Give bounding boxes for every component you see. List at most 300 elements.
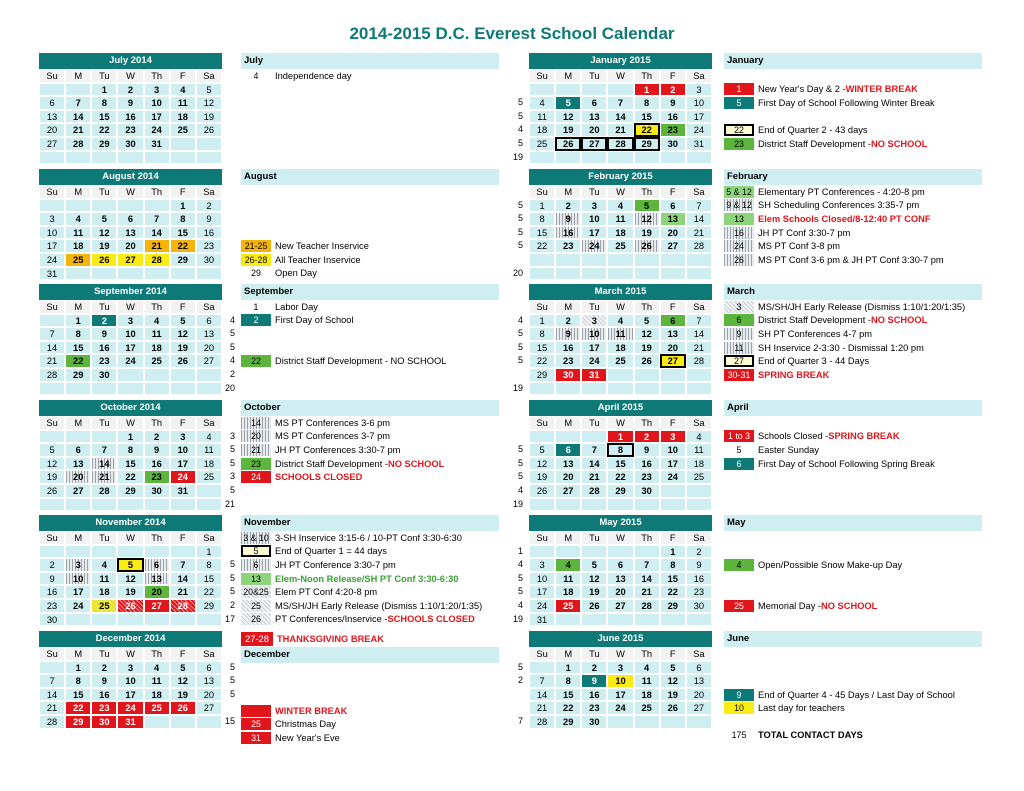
day-cell [65, 498, 91, 512]
day-cell: 21 [39, 354, 65, 368]
day-cell [607, 613, 633, 627]
day-cell: 12 [117, 572, 143, 586]
day-cell: 27 [607, 599, 633, 613]
day-cell: 19 [91, 239, 117, 253]
day-cell: 25 [555, 599, 581, 613]
day-cell [170, 368, 196, 382]
note-line [241, 599, 499, 613]
weekday-header: Tu [581, 647, 607, 661]
day-cell: 24 [607, 701, 633, 715]
day-cell: 14 [686, 212, 712, 226]
notes-title: April [724, 400, 982, 416]
week-school-days: 5 [517, 586, 523, 597]
note-text: NO SCHOOL [870, 315, 928, 326]
day-cell: 26 [117, 599, 143, 613]
day-cell [686, 151, 712, 165]
day-cell [634, 253, 660, 267]
day-cell: 17 [117, 341, 143, 355]
note-line [724, 416, 982, 430]
note-line [241, 558, 499, 572]
weekday-header: W [117, 647, 143, 661]
date-tag: 14 [241, 417, 271, 429]
day-cell: 1 [117, 430, 143, 444]
day-cell: 8 [555, 674, 581, 688]
day-cell: 22 [91, 123, 117, 137]
weekday-header: Sa [686, 185, 712, 199]
day-cell: 7 [607, 96, 633, 110]
notes-title: January [724, 53, 982, 69]
day-cell: 13 [39, 110, 65, 124]
weekday-header: Th [634, 416, 660, 430]
weekday-header: M [555, 647, 581, 661]
week-school-days: 5 [229, 485, 235, 495]
weekday-header: F [170, 185, 196, 199]
month-dec [38, 631, 222, 729]
day-cell: 8 [529, 327, 555, 341]
date-tag [724, 417, 754, 429]
day-cell: 9 [196, 212, 222, 226]
day-cell: 4 [144, 661, 170, 675]
day-cell: 2 [117, 83, 143, 97]
note-text: Independence day [275, 70, 352, 81]
note-line [241, 717, 499, 731]
notes-n-may [724, 515, 982, 613]
day-cell: 3 [39, 212, 65, 226]
day-cell: 21 [686, 226, 712, 240]
day-cell: 18 [144, 341, 170, 355]
week-school-days: 3 [229, 430, 235, 441]
date-tag [724, 573, 754, 585]
month-title: July 2014 [39, 53, 222, 69]
note-text: All Teacher Inservice [275, 254, 361, 265]
day-cell [634, 498, 660, 512]
day-cell [91, 613, 117, 627]
day-cell: 26 [555, 137, 581, 151]
day-cell: 3 [117, 661, 143, 675]
day-cell: 22 [529, 354, 555, 368]
day-cell: 2 [39, 558, 65, 572]
day-cell: 28 [686, 354, 712, 368]
weekday-header: M [555, 531, 581, 545]
note-text: Elem-Noon Release/SH PT Conf 3:30-6:30 [275, 573, 459, 584]
date-tag: 6 [241, 559, 271, 571]
day-cell: 23 [686, 585, 712, 599]
month-grid [529, 185, 712, 280]
day-cell: 21 [91, 470, 117, 484]
day-cell: 21 [529, 701, 555, 715]
day-cell: 15 [91, 110, 117, 124]
weekday-header: F [660, 531, 686, 545]
day-cell [634, 151, 660, 165]
weekday-header: M [65, 416, 91, 430]
date-tag: 20 [241, 430, 271, 442]
week-school-days: 19 [513, 613, 524, 624]
day-cell: 6 [196, 661, 222, 675]
day-cell: 7 [170, 558, 196, 572]
day-cell: 15 [65, 688, 91, 702]
week-school-days: 5 [517, 471, 523, 482]
day-cell [196, 484, 222, 498]
day-cell: 22 [660, 585, 686, 599]
week-school-days: 15 [225, 716, 236, 726]
week-school-days: 3 [229, 471, 235, 482]
day-cell: 19 [555, 123, 581, 137]
date-tag: 26 [724, 254, 754, 266]
day-cell: 29 [607, 484, 633, 498]
day-cell: 19 [39, 470, 65, 484]
day-cell: 17 [660, 457, 686, 471]
month-title: April 2015 [529, 400, 712, 416]
day-cell: 9 [91, 327, 117, 341]
day-cell: 27 [660, 239, 686, 253]
day-cell: 26 [170, 354, 196, 368]
day-cell: 5 [39, 443, 65, 457]
day-cell: 6 [607, 558, 633, 572]
month-grid [529, 647, 712, 729]
day-cell: 29 [196, 599, 222, 613]
day-cell: 20 [660, 226, 686, 240]
month-aug [38, 169, 222, 280]
week-school-days: 17 [225, 613, 236, 624]
day-cell: 12 [634, 327, 660, 341]
day-cell: 11 [144, 674, 170, 688]
day-cell [634, 613, 660, 627]
day-cell: 24 [144, 123, 170, 137]
day-cell: 5 [581, 558, 607, 572]
day-cell: 14 [686, 327, 712, 341]
weekday-header: Sa [196, 647, 222, 661]
day-cell: 30 [686, 599, 712, 613]
note-line [724, 327, 982, 341]
note-line [724, 661, 982, 675]
day-cell [529, 267, 555, 281]
month-title: January 2015 [529, 53, 712, 69]
note-text: SH PT Conferences 4-7 pm [758, 328, 873, 339]
note-line [724, 300, 982, 314]
weekday-header: Tu [581, 300, 607, 314]
day-cell [581, 83, 607, 97]
date-tag [241, 664, 271, 676]
weekday-header: Tu [91, 531, 117, 545]
weekday-header: Su [529, 185, 555, 199]
day-cell: 15 [117, 457, 143, 471]
note-text: JH PT Conference 3:30-7 pm [275, 559, 396, 570]
note-line [241, 253, 499, 267]
month-title: September 2014 [39, 284, 222, 300]
notes-title: February [724, 169, 982, 185]
weekday-header: M [555, 69, 581, 83]
note-text: JH PT Conf 3:30-7 pm [758, 227, 851, 238]
day-cell: 21 [634, 585, 660, 599]
date-tag: 2 [241, 314, 271, 326]
day-cell: 23 [196, 239, 222, 253]
weekday-header: Sa [686, 531, 712, 545]
day-cell: 4 [555, 558, 581, 572]
day-cell [581, 151, 607, 165]
day-cell [581, 267, 607, 281]
notes-n-jan [724, 53, 982, 151]
day-cell [686, 267, 712, 281]
note-line [241, 613, 499, 627]
month-jan [528, 53, 712, 164]
day-cell [91, 267, 117, 281]
day-cell: 5 [634, 314, 660, 328]
day-cell: 30 [196, 253, 222, 267]
note-line [241, 416, 499, 430]
weekday-header: Tu [91, 416, 117, 430]
weekday-header: Su [529, 531, 555, 545]
note-text: Memorial Day - [758, 600, 822, 611]
day-cell [117, 151, 143, 165]
day-cell: 15 [529, 226, 555, 240]
date-tag: 5 [724, 97, 754, 109]
day-cell: 4 [634, 661, 660, 675]
day-cell: 13 [660, 327, 686, 341]
day-cell: 9 [555, 327, 581, 341]
day-cell: 27 [196, 701, 222, 715]
date-tag: 25 [241, 718, 271, 730]
weekday-header: M [555, 300, 581, 314]
day-cell: 8 [91, 96, 117, 110]
date-tag: 23 [724, 138, 754, 150]
day-cell: 31 [39, 267, 65, 281]
day-cell: 20 [117, 239, 143, 253]
week-school-days: 5 [517, 110, 523, 121]
month-grid [39, 300, 222, 395]
date-tag: 22 [724, 124, 754, 136]
note-text: Schools Closed - [758, 431, 829, 442]
day-cell: 17 [39, 239, 65, 253]
notes-n-dec [241, 647, 499, 745]
day-cell: 6 [65, 443, 91, 457]
day-cell [65, 430, 91, 444]
weekday-header: F [660, 69, 686, 83]
day-cell [529, 430, 555, 444]
day-cell [39, 314, 65, 328]
week-school-days: 5 [229, 675, 235, 686]
day-cell [607, 382, 633, 396]
day-cell: 22 [555, 701, 581, 715]
thanksgiving-row [241, 631, 499, 647]
day-cell: 24 [117, 701, 143, 715]
day-cell: 13 [65, 457, 91, 471]
day-cell [686, 368, 712, 382]
day-cell [170, 137, 196, 151]
day-cell: 13 [117, 226, 143, 240]
day-cell: 11 [529, 110, 555, 124]
weekday-header: Sa [196, 300, 222, 314]
day-cell: 28 [529, 715, 555, 729]
note-text: Open Day [275, 268, 317, 279]
notes-n-nov [241, 515, 499, 626]
note-line [724, 715, 982, 729]
week-school-days: 4 [229, 314, 235, 325]
day-cell: 15 [607, 457, 633, 471]
day-cell: 3 [686, 83, 712, 97]
note-text: PT Conferences/Inservice - [275, 614, 388, 625]
note-line [241, 267, 499, 281]
day-cell: 25 [144, 354, 170, 368]
day-cell: 30 [660, 137, 686, 151]
note-line [724, 531, 982, 545]
note-line [724, 729, 982, 743]
weekday-header: M [555, 416, 581, 430]
day-cell: 10 [170, 443, 196, 457]
day-cell [660, 253, 686, 267]
note-line [724, 688, 982, 702]
day-cell: 21 [607, 123, 633, 137]
day-cell: 16 [91, 688, 117, 702]
notes-n-feb [724, 169, 982, 267]
month-title: December 2014 [39, 631, 222, 647]
day-cell [660, 382, 686, 396]
month-grid [39, 185, 222, 280]
day-cell: 24 [65, 599, 91, 613]
weekday-header: Th [144, 69, 170, 83]
weekday-header: Su [529, 647, 555, 661]
weekday-header: M [65, 300, 91, 314]
date-tag: 21-25 [241, 240, 271, 252]
month-title: August 2014 [39, 169, 222, 185]
day-cell [686, 253, 712, 267]
weekday-header: W [607, 647, 633, 661]
day-cell [144, 151, 170, 165]
day-cell: 10 [117, 674, 143, 688]
note-text: NO SCHOOL [870, 138, 928, 149]
day-cell: 17 [170, 457, 196, 471]
day-cell [529, 498, 555, 512]
note-line [241, 443, 499, 457]
month-title: November 2014 [39, 515, 222, 531]
day-cell: 7 [581, 443, 607, 457]
weekday-header: W [117, 185, 143, 199]
date-tag: 5 & 12 [724, 186, 754, 198]
day-cell: 28 [607, 137, 633, 151]
day-cell [39, 545, 65, 559]
notes-title: May [724, 515, 982, 531]
day-cell [607, 368, 633, 382]
day-cell [170, 545, 196, 559]
weekday-header: Tu [581, 69, 607, 83]
weekday-header: Tu [91, 185, 117, 199]
note-line [724, 69, 982, 83]
day-cell: 30 [39, 613, 65, 627]
month-jun [528, 631, 712, 729]
date-tag [724, 661, 754, 673]
note-text: MS PT Conf 3-6 pm & JH PT Conf 3:30-7 pm [758, 254, 944, 265]
day-cell: 30 [581, 715, 607, 729]
week-school-days: 5 [229, 328, 235, 339]
day-cell: 28 [634, 599, 660, 613]
date-tag: 9 [724, 328, 754, 340]
thanksgiving-tag: 27-28 [241, 632, 273, 646]
day-cell [117, 382, 143, 396]
week-school-days: 5 [517, 213, 523, 224]
day-cell: 25 [686, 470, 712, 484]
day-cell: 13 [686, 674, 712, 688]
day-cell: 27 [196, 354, 222, 368]
weekday-header: Su [529, 300, 555, 314]
date-tag: 26-28 [241, 254, 271, 266]
month-grid [39, 69, 222, 164]
day-cell: 14 [581, 457, 607, 471]
day-cell: 4 [196, 430, 222, 444]
day-cell: 8 [607, 443, 633, 457]
day-cell: 19 [170, 688, 196, 702]
day-cell: 30 [117, 137, 143, 151]
weekday-header: Tu [581, 531, 607, 545]
week-school-days: 19 [513, 498, 524, 509]
day-cell [196, 382, 222, 396]
day-cell: 18 [529, 123, 555, 137]
day-cell: 26 [170, 701, 196, 715]
day-cell: 28 [39, 368, 65, 382]
note-text: SPRING BREAK [828, 431, 900, 442]
day-cell [581, 253, 607, 267]
day-cell: 3 [144, 83, 170, 97]
day-cell [555, 498, 581, 512]
weekday-header: Tu [91, 69, 117, 83]
day-cell: 18 [196, 457, 222, 471]
week-school-days: 20 [225, 382, 236, 393]
note-text: WINTER BREAK [275, 705, 348, 716]
day-cell: 17 [529, 585, 555, 599]
day-cell: 14 [91, 457, 117, 471]
day-cell [607, 83, 633, 97]
day-cell: 5 [170, 314, 196, 328]
note-text: TOTAL CONTACT DAYS [758, 730, 863, 741]
date-tag [724, 586, 754, 598]
day-cell: 9 [555, 212, 581, 226]
day-cell [529, 545, 555, 559]
note-text: Elementary PT Conferences - 4:20-8 pm [758, 186, 925, 197]
day-cell: 9 [91, 674, 117, 688]
day-cell [91, 151, 117, 165]
day-cell: 6 [39, 96, 65, 110]
day-cell: 22 [117, 470, 143, 484]
date-tag: 29 [251, 268, 261, 279]
month-grid [529, 69, 712, 164]
date-tag [724, 111, 754, 123]
day-cell: 27 [581, 137, 607, 151]
date-tag: 31 [241, 732, 271, 744]
note-text: Open/Possible Snow Make-up Day [758, 559, 903, 570]
day-cell: 2 [144, 430, 170, 444]
note-line [241, 300, 499, 314]
note-line [241, 185, 499, 199]
date-tag [241, 705, 271, 717]
day-cell: 31 [144, 137, 170, 151]
note-line [724, 83, 982, 97]
day-cell [686, 484, 712, 498]
date-tag: 1 [724, 83, 754, 95]
day-cell: 13 [581, 110, 607, 124]
note-text: WINTER BREAK [845, 84, 918, 95]
day-cell [144, 613, 170, 627]
date-tag: 5 [241, 545, 271, 557]
date-tag: 175 [731, 730, 747, 741]
week-school-days: 5 [517, 341, 523, 352]
day-cell: 4 [91, 558, 117, 572]
day-cell: 14 [39, 688, 65, 702]
date-tag: 6 [724, 458, 754, 470]
day-cell [660, 498, 686, 512]
weekday-header: Tu [581, 185, 607, 199]
note-line [241, 677, 499, 691]
day-cell: 17 [607, 688, 633, 702]
day-cell: 18 [607, 341, 633, 355]
day-cell: 8 [117, 443, 143, 457]
